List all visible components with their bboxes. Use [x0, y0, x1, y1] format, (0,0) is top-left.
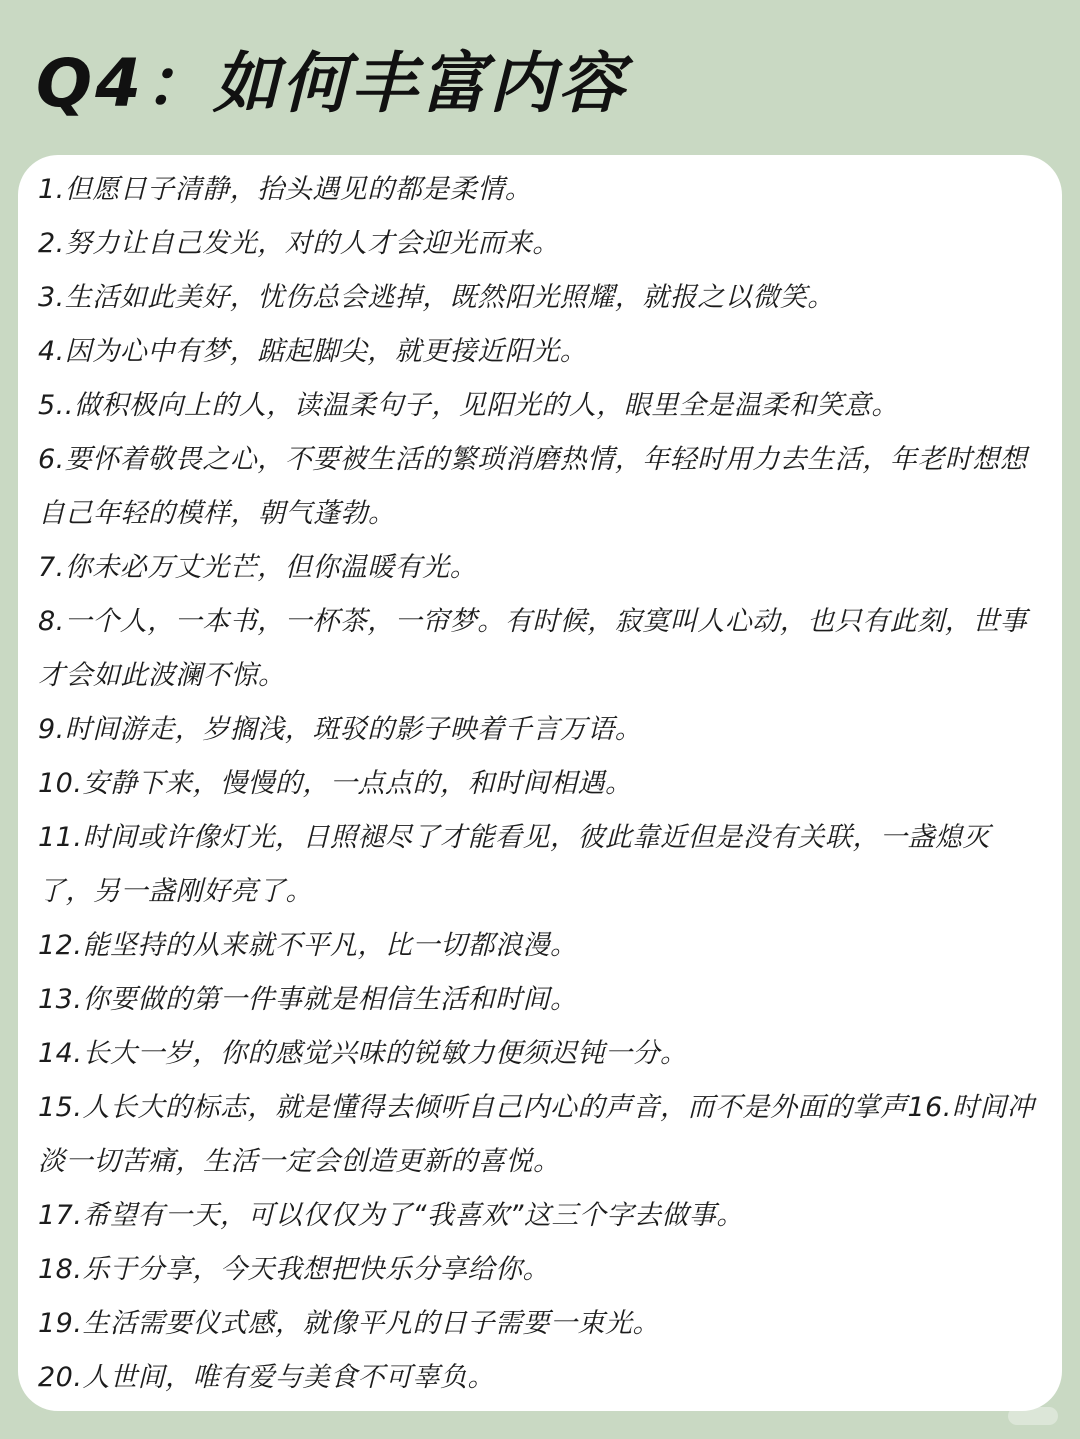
quote-item-4: 4.因为心中有梦，踮起脚尖，就更接近阳光。: [38, 336, 588, 367]
quote-list: [38, 163, 1044, 1405]
quote-item-13: 13.你要做的第一件事就是相信生活和时间。: [38, 984, 578, 1015]
quote-item-3: 3.生活如此美好，忧伤总会逃掉，既然阳光照耀，就报之以微笑。: [38, 282, 835, 313]
watermark-mark: [1008, 1407, 1058, 1425]
quote-item-18: 18.乐于分享，今天我想把快乐分享给你。: [38, 1254, 550, 1285]
quote-item-20: 20.人世间，唯有爱与美食不可辜负。: [38, 1362, 495, 1393]
quote-item-2: 2.努力让自己发光，对的人才会迎光而来。: [38, 228, 560, 259]
quote-item-7: 7.你未必万丈光芒，但你温暖有光。: [38, 552, 478, 583]
page-title: Q4：如何丰富内容: [36, 45, 628, 122]
quote-item-10: 10.安静下来，慢慢的，一点点的，和时间相遇。: [38, 768, 633, 799]
quote-item-12: 12.能坚持的从来就不平凡，比一切都浪漫。: [38, 930, 578, 961]
quote-item-8: 8.一个人，一本书，一杯茶，一帘梦。有时候，寂寞叫人心动，也只有此刻，世事才会如此波澜不惊。: [38, 606, 1028, 691]
quote-item-19: 19.生活需要仪式感，就像平凡的日子需要一束光。: [38, 1308, 660, 1339]
content-card: [18, 155, 1062, 1411]
quote-item-6: 6.要怀着敬畏之心，不要被生活的繁琐消磨热情，年轻时用力去生活，年老时想想自己年轻的模样，朝气蓬勃。: [38, 444, 1028, 529]
quote-item-5: 5..做积极向上的人，读温柔句子，见阳光的人，眼里全是温柔和笑意。: [38, 390, 899, 421]
quote-item-17: 17.希望有一天，可以仅仅为了“我喜欢”这三个字去做事。: [38, 1200, 744, 1231]
quote-item-15: 15.人长大的标志，就是懂得去倾听自己内心的声音，而不是外面的掌声16.时间冲淡一切苦痛，生活一定会创造更新的喜悦。: [38, 1092, 1035, 1177]
quote-item-1: 1.但愿日子清静，抬头遇见的都是柔情。: [38, 174, 533, 205]
quote-item-11: 11.时间或许像灯光，日照褪尽了才能看见，彼此靠近但是没有关联，一盏熄灭了，另一盏刚好亮了。: [38, 822, 990, 907]
quote-item-14: 14.长大一岁，你的感觉兴味的锐敏力便须迟钝一分。: [38, 1038, 688, 1069]
quote-item-9: 9.时间游走，岁搁浅，斑驳的影子映着千言万语。: [38, 714, 643, 745]
